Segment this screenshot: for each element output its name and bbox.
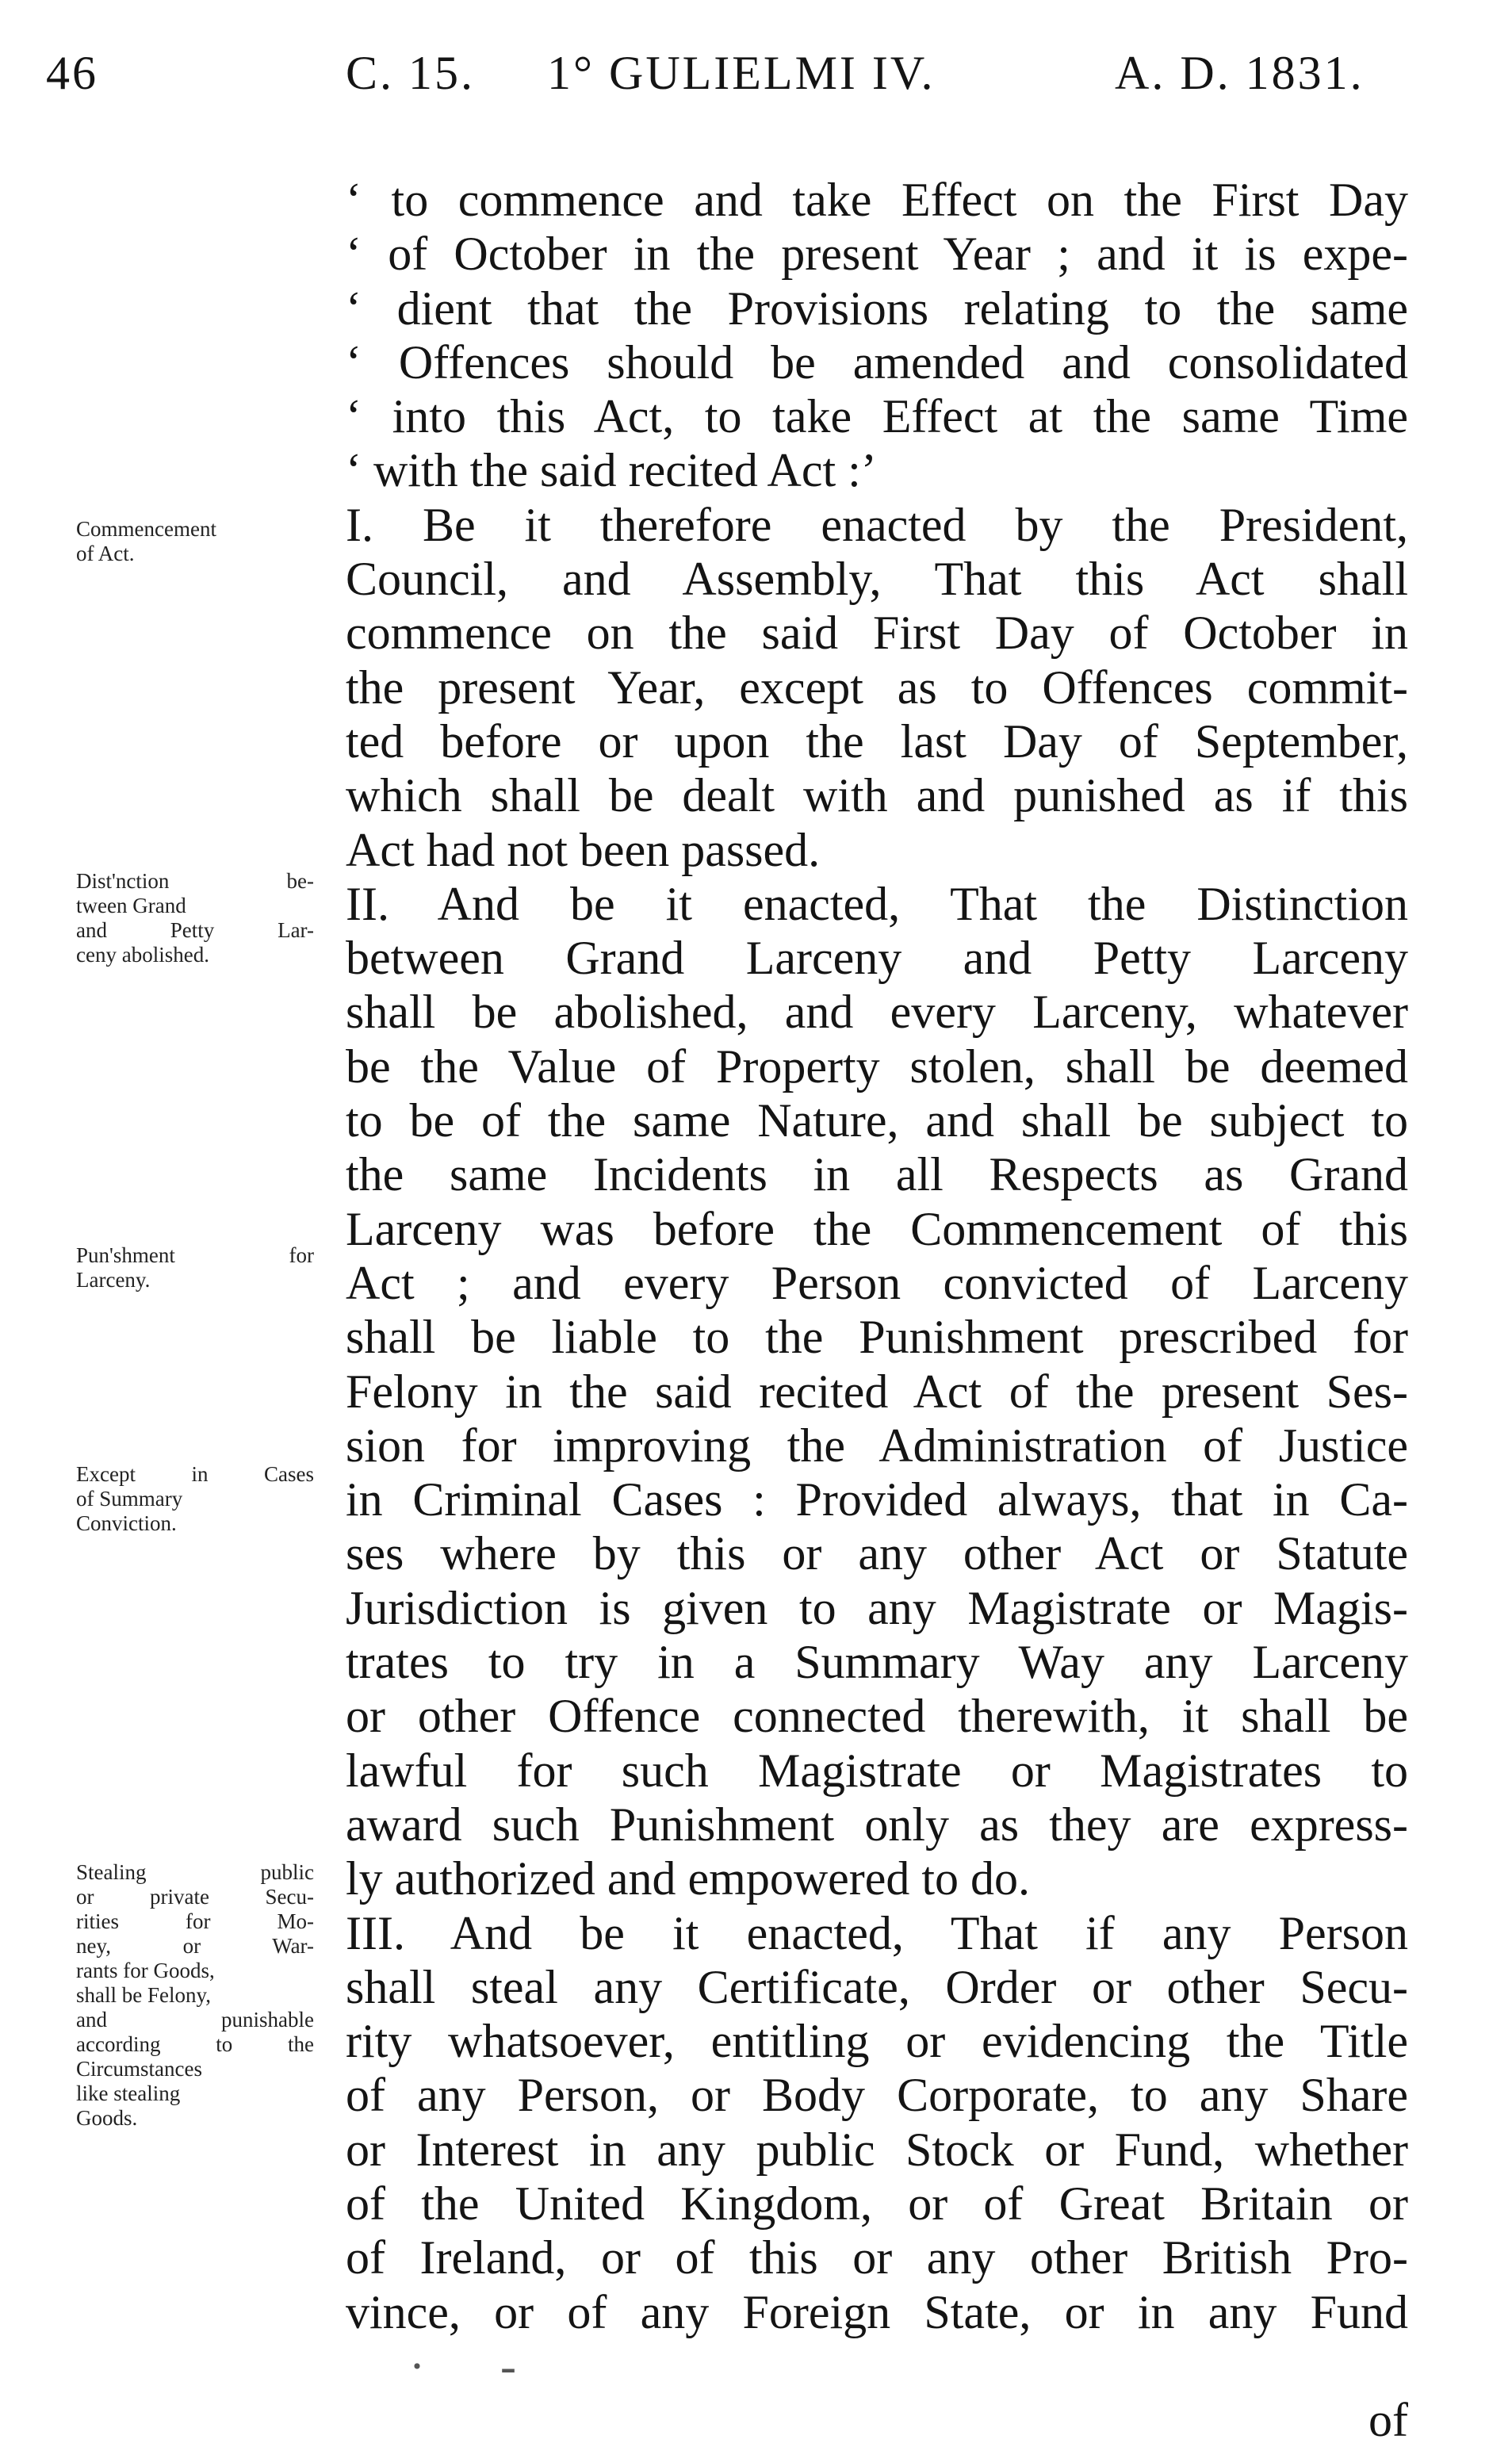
page-number: 46 <box>46 47 98 99</box>
margin-note-line: Commencement <box>76 517 216 541</box>
text-line: ses where by this or any other Act or Statute <box>346 1527 1408 1580</box>
text-line: Act had not been passed. <box>346 823 821 876</box>
margin-note-punishment <box>76 1243 314 1292</box>
text-line: commence on the said First Day of October in <box>346 607 1408 660</box>
margin-note-line: or private Secu- <box>76 1885 314 1909</box>
margin-note-line: of Act. <box>76 542 135 565</box>
text-line: sion for improving the Administration of Justice <box>346 1419 1408 1472</box>
text-line: ted before or upon the last Day of September, <box>346 714 1408 768</box>
margin-note-line: Circumstances <box>76 2057 202 2081</box>
text-line: to be of the same Nature, and shall be subject to <box>346 1094 1408 1147</box>
margin-note-line: Stealing public <box>76 1860 314 1884</box>
text-line: vince, or of any Foreign State, or in any Fund <box>346 2285 1408 2338</box>
margin-note-line: Goods. <box>76 2106 138 2130</box>
text-line: Larceny was before the Commencement of this <box>346 1202 1408 1255</box>
margin-note-line: ney, or War- <box>76 1934 314 1958</box>
text-line: of the United Kingdom, or of Great Britain or <box>346 2177 1408 2230</box>
margin-note-line: Dist'nction be- <box>76 869 314 893</box>
margin-note-line: of Summary <box>76 1487 183 1511</box>
text-line: ‘ to commence and take Effect on the First Day <box>346 174 1408 226</box>
body-text <box>346 173 1408 2447</box>
section-heading-line: I. Be it therefore enacted by the President, <box>346 498 1408 551</box>
text-line: of any Person, or Body Corporate, to any Share <box>346 2069 1408 2122</box>
margin-note-line: and punishable <box>76 2008 314 2032</box>
text-line: ‘ into this Act, to take Effect at the same Time <box>346 390 1408 443</box>
section-heading-line: III. And be it enacted, That if any Person <box>346 1906 1408 1959</box>
margin-note-line: like stealing <box>76 2081 181 2105</box>
text-line: of Ireland, or of this or any other British Pro- <box>346 2231 1408 2284</box>
margin-note-line: tween Grand <box>76 894 186 917</box>
margin-note-line: rants for Goods, <box>76 1959 215 1982</box>
text-line: award such Punishment only as they are express- <box>346 1798 1408 1851</box>
text-line: ‘ of October in the present Year ; and it is expe- <box>346 228 1408 281</box>
margin-note-line: Pun'shment for <box>76 1243 314 1267</box>
margin-note-line: Larceny. <box>76 1268 151 1292</box>
section-heading-line: II. And be it enacted, That the Distinction <box>346 877 1408 930</box>
text-line: Council, and Assembly, That this Act shall <box>346 553 1408 606</box>
margin-note-line: Except in Cases <box>76 1462 314 1486</box>
text-line: lawful for such Magistrate or Magistrates to <box>346 1744 1408 1797</box>
text-line: shall steal any Certificate, Order or other Secu- <box>346 1960 1408 2013</box>
calendar-year: A. D. 1831. <box>1115 47 1365 99</box>
text-line: Jurisdiction is given to any Magistrate or Magis- <box>346 1581 1408 1634</box>
margin-note-summary-conviction <box>76 1462 314 1536</box>
text-line: the same Incidents in all Respects as Grand <box>346 1148 1408 1201</box>
text-line: ly authorized and empowered to do. <box>346 1852 1031 1905</box>
text-line: in Criminal Cases : Provided always, that in Ca- <box>346 1473 1408 1526</box>
regnal-year: 1° GULIELMI IV. <box>547 47 936 99</box>
margin-note-line: ceny abolished. <box>76 943 209 967</box>
text-line: or other Offence connected therewith, it shall be <box>346 1690 1408 1743</box>
text-line: between Grand Larceny and Petty Larceny <box>346 932 1408 985</box>
margin-note-stealing-securities <box>76 1860 314 2131</box>
text-line: trates to try in a Summary Way any Larceny <box>346 1636 1408 1689</box>
margin-note-distinction <box>76 869 314 967</box>
margin-note-line: according to the <box>76 2032 314 2056</box>
chapter-number: C. 15. <box>346 47 476 99</box>
text-line: shall be abolished, and every Larceny, whatever <box>346 986 1408 1039</box>
margin-note-line: Conviction. <box>76 1511 177 1535</box>
margin-note-commencement <box>76 517 314 566</box>
text-line: which shall be dealt with and punished as if this <box>346 769 1408 822</box>
text-line: shall be liable to the Punishment prescribed for <box>346 1311 1408 1364</box>
text-line: rity whatsoever, entitling or evidencing the Title <box>346 2015 1408 2068</box>
margin-note-line: shall be Felony, <box>76 1983 211 2007</box>
text-line: ‘ with the said recited Act :’ <box>346 444 877 497</box>
text-line: the present Year, except as to Offences commit- <box>346 661 1408 714</box>
text-line: be the Value of Property stolen, shall be deemed <box>346 1040 1408 1093</box>
margin-note-line: rities for Mo- <box>76 1909 314 1933</box>
text-line: Act ; and every Person convicted of Larceny <box>346 1256 1408 1309</box>
text-line: ‘ dient that the Provisions relating to the same <box>346 281 1408 335</box>
text-line: or Interest in any public Stock or Fund, whether <box>346 2123 1408 2176</box>
stray-marks: · - <box>409 2339 548 2392</box>
margin-note-line: and Petty Lar- <box>76 918 314 942</box>
running-header <box>0 46 1512 109</box>
catchword: of <box>1368 2394 1408 2447</box>
text-line: Felony in the said recited Act of the present Ses- <box>346 1365 1408 1418</box>
text-line: ‘ Offences should be amended and consolidated <box>346 335 1408 389</box>
